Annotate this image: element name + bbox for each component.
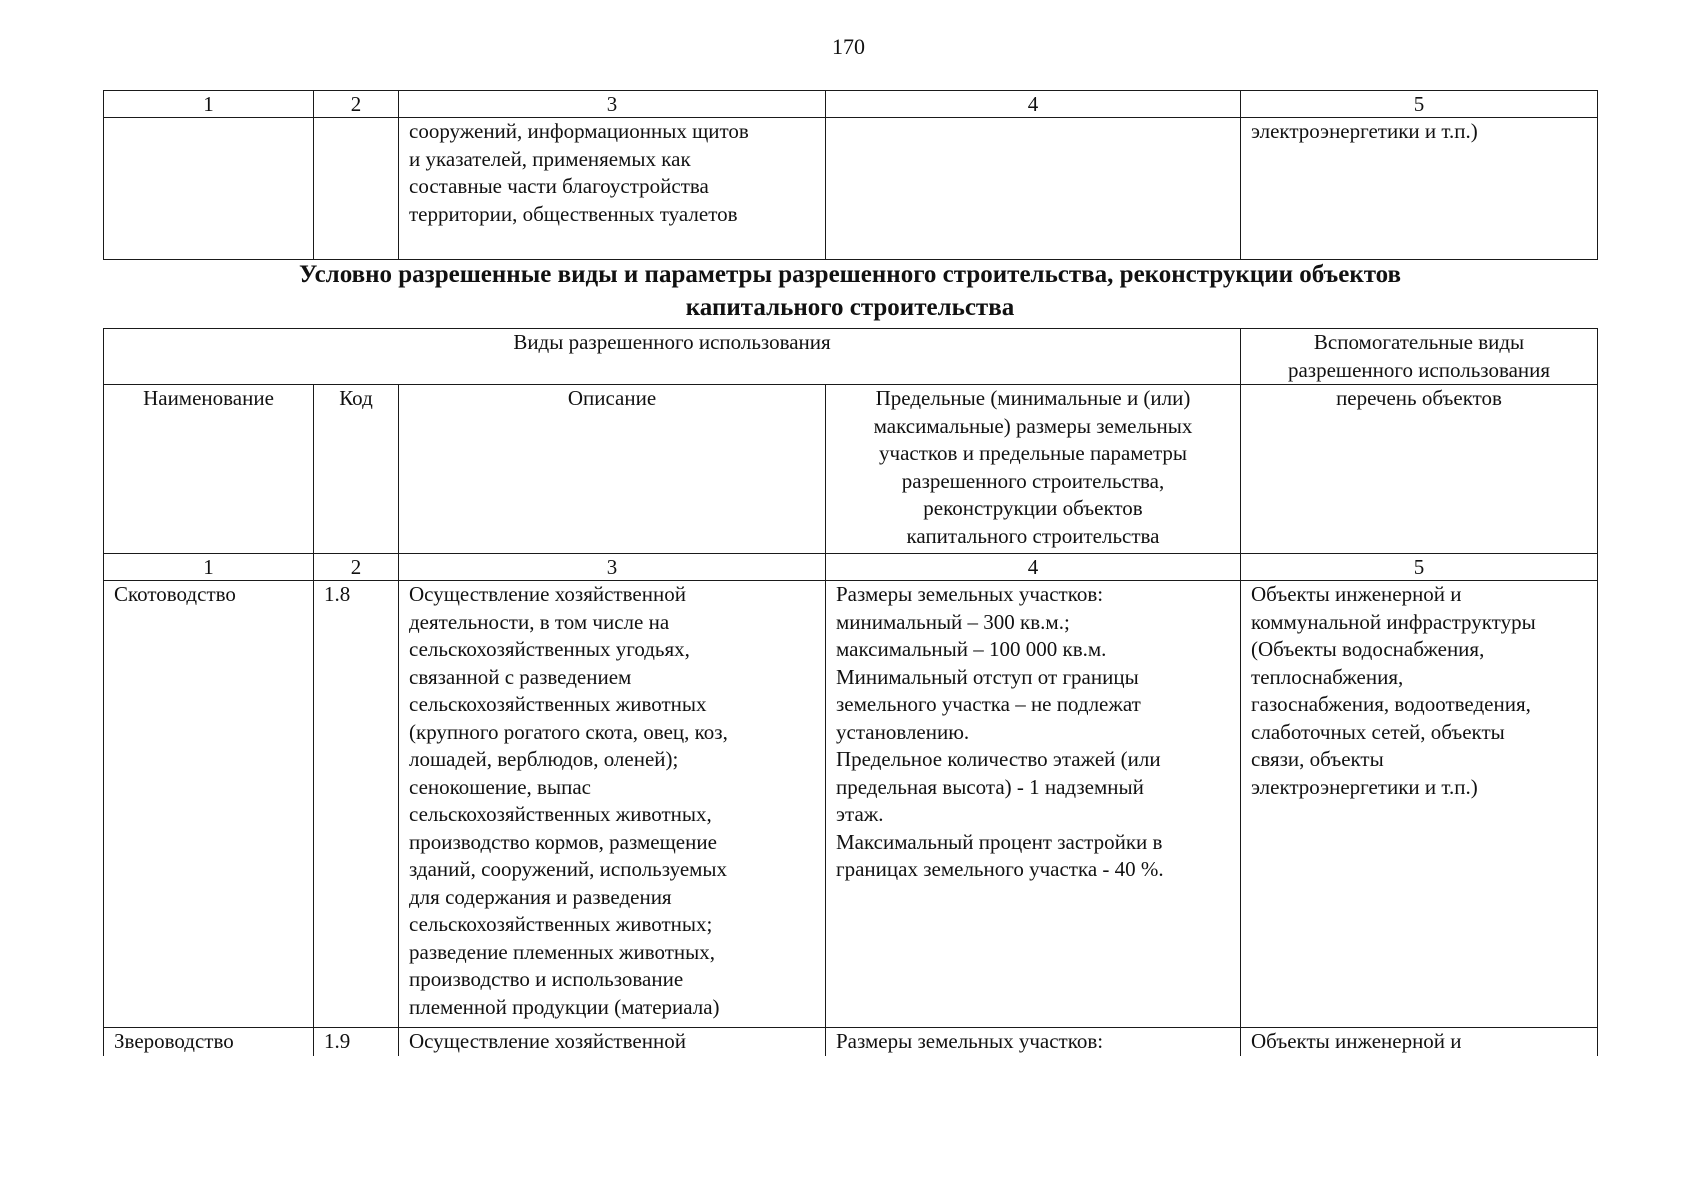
- use-auxiliary: Объекты инженерной и коммунальной инфраструктуры (Объекты водоснабжения, теплоснабжения, газоснабжения, водоотведения, слаботочных сетей, объекты связи, объекты электроэнергетики и т.п.): [1241, 581, 1598, 1028]
- column-number: 2: [314, 91, 399, 118]
- use-name: Скотоводство: [104, 581, 314, 1028]
- column-number-row: [104, 554, 1598, 581]
- continued-auxiliary-cell: электроэнергетики и т.п.): [1241, 118, 1598, 260]
- column-number: 1: [104, 554, 314, 581]
- page-number: 170: [832, 34, 865, 59]
- use-description: Осуществление хозяйственной деятельности, в том числе на сельскохозяйственных угодьях, связанной с разведением сельскохозяйственных животных (крупного рогатого скота, овец, коз, лошадей, верблюдов, оленей); сенокошение, выпас сельскохозяйственных животных, производство кормов, размещение зданий, сооружений, используемых для содержания и разведения сельскохозяйственных животных; разведение племенных животных, производство и использование племенной продукции (материала): [399, 581, 826, 1028]
- column-header-row: [104, 385, 1598, 554]
- column-number: 4: [826, 554, 1241, 581]
- continued-code-cell: [314, 118, 399, 260]
- column-header: Код: [314, 385, 399, 554]
- section-title-line: капитального строительства: [685, 294, 1015, 321]
- column-number: 3: [399, 554, 826, 581]
- use-parameters: Размеры земельных участков: минимальный – 300 кв.м.; максимальный – 100 000 кв.м. Минимальный отступ от границы земельного участка – не подлежат установлению. Предельное количество этажей (или предельная высота) - 1 надземный этаж. Максимальный процент застройки в границах земельного участка - 40 %.: [826, 581, 1241, 1028]
- section-title-line: Условно разрешенные виды и параметры разрешенного строительства, реконструкции объектов: [298, 261, 1402, 288]
- column-header: перечень объектов: [1241, 385, 1598, 554]
- column-header: Наименование: [104, 385, 314, 554]
- column-number: 2: [314, 554, 399, 581]
- use-auxiliary: Объекты инженерной и: [1241, 1028, 1598, 1056]
- continued-description-cell: сооружений, информационных щитов и указателей, применяемых как составные части благоустройства территории, общественных туалетов: [399, 118, 826, 260]
- use-name: Звероводство: [104, 1028, 314, 1056]
- use-code: 1.9: [314, 1028, 399, 1056]
- column-number: 5: [1241, 554, 1598, 581]
- section-title: [103, 258, 1597, 324]
- use-code: 1.8: [314, 581, 399, 1028]
- column-number: 3: [399, 91, 826, 118]
- column-number: 4: [826, 91, 1241, 118]
- conditional-uses-table: [103, 328, 1598, 1056]
- continued-row: [104, 118, 1598, 260]
- column-number: 1: [104, 91, 314, 118]
- continued-table: [103, 90, 1598, 260]
- column-number-row: [104, 91, 1598, 118]
- column-header: Предельные (минимальные и (или) максимальные) размеры земельных участков и предельные параметры разрешенного строительства, реконструкции объектов капитального строительства: [826, 385, 1241, 554]
- use-description: Осуществление хозяйственной: [399, 1028, 826, 1056]
- use-parameters: Размеры земельных участков:: [826, 1028, 1241, 1056]
- aux-header-cell: Вспомогательные виды разрешенного использования: [1241, 329, 1598, 385]
- group-header-cell: Виды разрешенного использования: [104, 329, 1241, 385]
- table-row: [104, 1028, 1598, 1056]
- column-header: Описание: [399, 385, 826, 554]
- continued-parameters-cell: [826, 118, 1241, 260]
- group-header-row: [104, 329, 1598, 385]
- continued-name-cell: [104, 118, 314, 260]
- column-number: 5: [1241, 91, 1598, 118]
- table-row: [104, 581, 1598, 1028]
